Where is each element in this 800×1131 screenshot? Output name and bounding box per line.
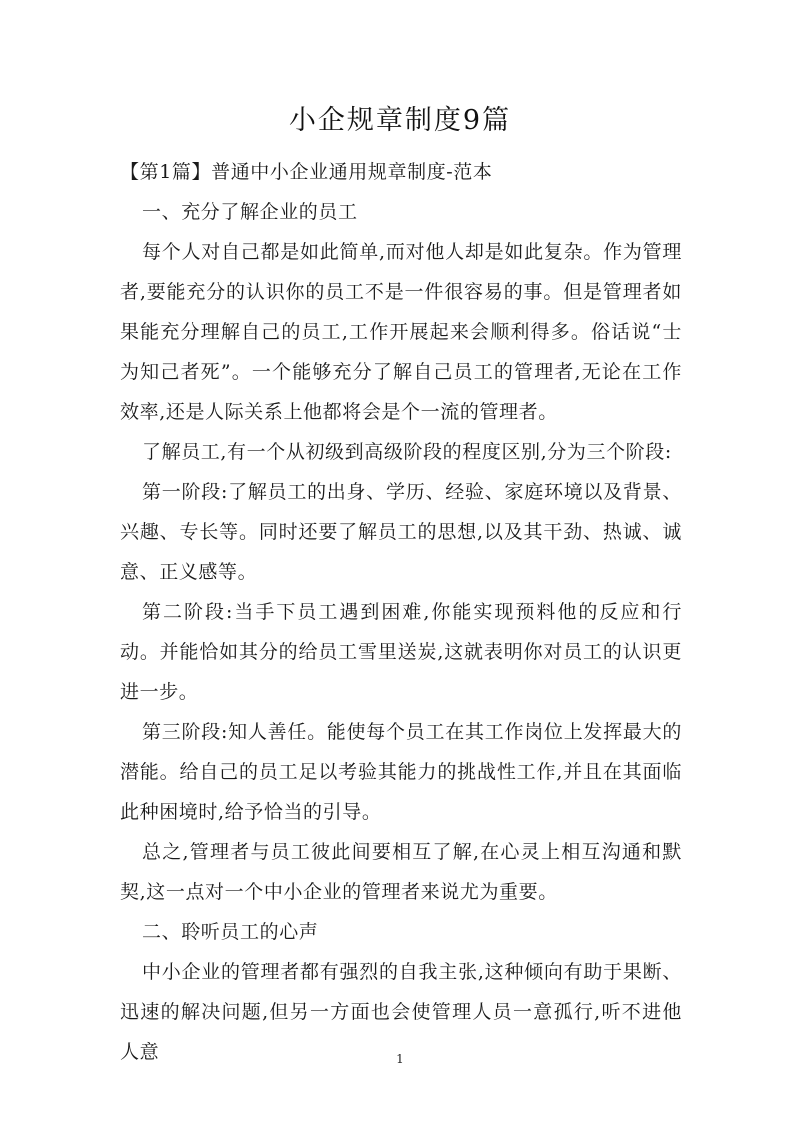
paragraph: 了解员工,有一个从初级到高级阶段的程度区别,分为三个阶段: <box>142 441 672 463</box>
paragraph: 第二阶段:当手下员工遇到困难,你能实现预料他的反应和行动。并能恰如其分的给员工雪里送炭,这就表明你对员工的认识更进一步。 <box>120 601 682 703</box>
document-title: 小企规章制度9篇 <box>288 105 512 136</box>
page-number: 1 <box>396 1052 404 1066</box>
section-heading-2: 二、聆听员工的心声 <box>142 921 319 943</box>
paragraph: 中小企业的管理者都有强烈的自我主张,这种倾向有助于果断、迅速的解决问题,但另一方面也会使管理人员一意孤行,听不进他人意 <box>120 961 682 1063</box>
section-heading-1: 一、充分了解企业的员工 <box>142 201 358 223</box>
chapter-heading: 【第1篇】普通中小企业通用规章制度-范本 <box>120 161 493 183</box>
paragraph: 每个人对自己都是如此简单,而对他人却是如此复杂。作为管理者,要能充分的认识你的员工不是一件很容易的事。但是管理者如果能充分理解自己的员工,工作开展起来会顺利得多。俗话说“士为知己者死”。一个能够充分了解自己员工的管理者,无论在工作效率,还是人际关系上他都将会是个一流的管理者。 <box>120 241 682 423</box>
paragraph: 第三阶段:知人善任。能使每个员工在其工作岗位上发挥最大的潜能。给自己的员工足以考验其能力的挑战性工作,并且在其面临此种困境时,给予恰当的引导。 <box>120 721 682 823</box>
paragraph: 总之,管理者与员工彼此间要相互了解,在心灵上相互沟通和默契,这一点对一个中小企业的管理者来说尤为重要。 <box>120 841 682 903</box>
document-body <box>120 152 682 1072</box>
paragraph: 第一阶段:了解员工的出身、学历、经验、家庭环境以及背景、兴趣、专长等。同时还要了解员工的思想,以及其干劲、热诚、诚意、正义感等。 <box>120 481 682 583</box>
